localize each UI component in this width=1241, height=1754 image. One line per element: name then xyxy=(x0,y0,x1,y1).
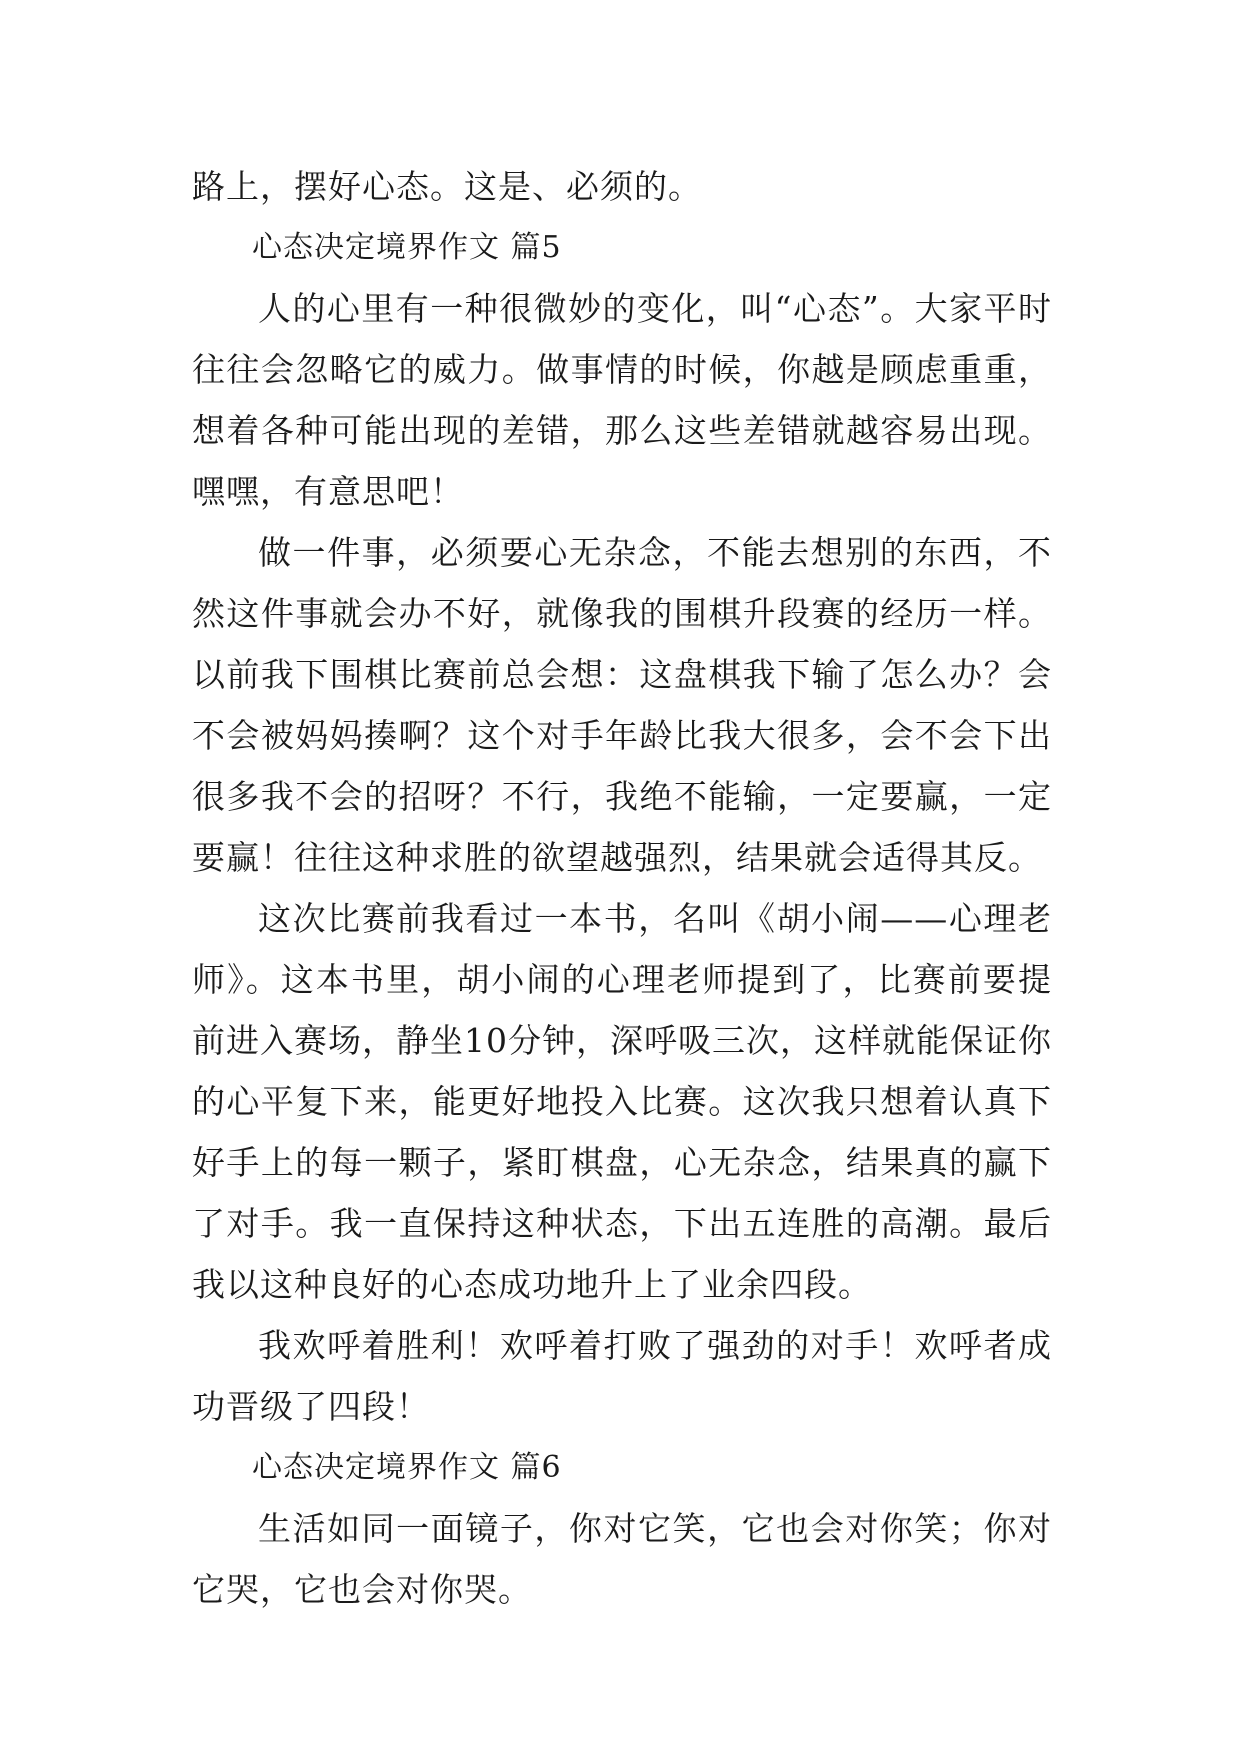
section-heading-6: 心态决定境界作文 篇6 xyxy=(252,1450,562,1485)
body-paragraph-1: 人的心里有一种很微妙的变化，叫“心态”。大家平时往往会忽略它的威力。做事情的时候，你越是顾虑重重，想着各种可能出现的差错，那么这些差错就越容易出现。嘿嘿，有意思吧！ xyxy=(192,289,1052,511)
section-heading-5: 心态决定境界作文 篇5 xyxy=(252,230,562,265)
body-paragraph-2: 做一件事，必须要心无杂念，不能去想别的东西，不然这件事就会办不好，就像我的围棋升段赛的经历一样。以前我下围棋比赛前总会想：这盘棋我下输了怎么办？会不会被妈妈揍啊？这个对手年龄比我大很多，会不会下出很多我不会的招呀？不行，我绝不能输，一定要赢，一定要赢！往往这种求胜的欲望越强烈，结果就会适得其反。 xyxy=(192,533,1052,877)
body-paragraph-3: 这次比赛前我看过一本书，名叫《胡小闹——心理老师》。这本书里，胡小闹的心理老师提到了，比赛前要提前进入赛场，静坐10分钟，深呼吸三次，这样就能保证你的心平复下来，能更好地投入比赛。这次我只想着认真下好手上的每一颗子，紧盯棋盘，心无杂念，结果真的赢下了对手。我一直保持这种状态，下出五连胜的高潮。最后我以这种良好的心态成功地升上了业余四段。 xyxy=(192,899,1052,1304)
body-paragraph-4: 我欢呼着胜利！欢呼着打败了强劲的对手！欢呼者成功晋级了四段！ xyxy=(192,1326,1052,1426)
document-body xyxy=(192,156,1052,1620)
body-paragraph-5: 生活如同一面镜子，你对它笑，它也会对你笑；你对它哭，它也会对你哭。 xyxy=(192,1509,1052,1609)
continuation-paragraph: 路上，摆好心态。这是、必须的。 xyxy=(192,167,702,206)
